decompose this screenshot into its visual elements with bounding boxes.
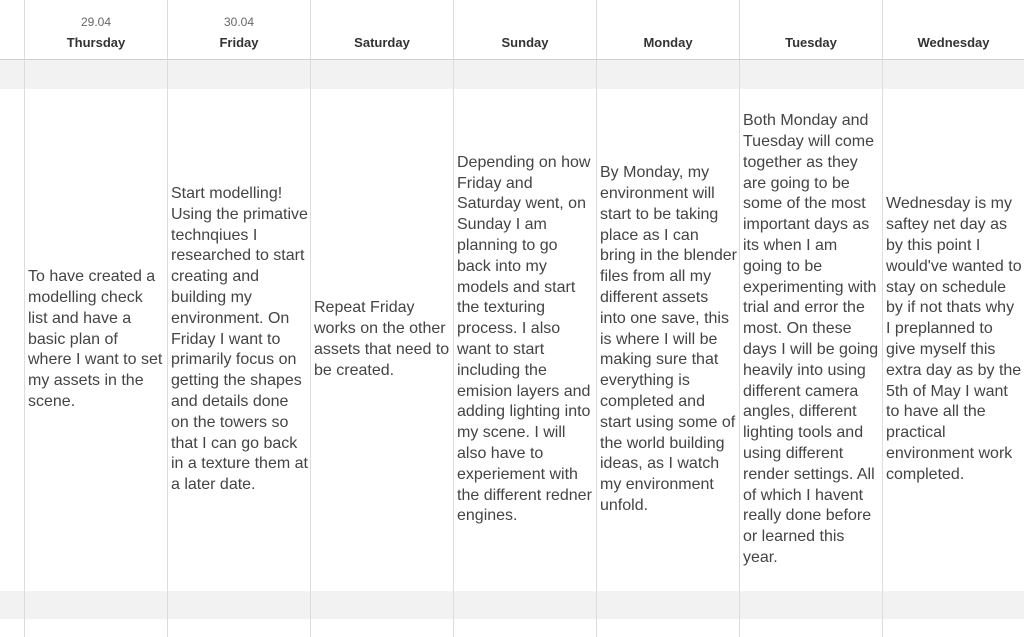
header-day: Friday [219,35,259,50]
header-date: 29.04 [80,15,112,29]
plan-cell-friday[interactable] [168,89,311,591]
bottom-slot[interactable] [597,591,740,619]
header-day: Monday [643,35,693,50]
allday-slot[interactable] [168,60,311,89]
column-header-tuesday [740,0,883,60]
plan-cell-thursday[interactable] [25,89,168,591]
header-day: Wednesday [917,35,990,50]
trailing-slot[interactable] [25,619,168,637]
plan-text: To have created a modelling check list and have a basic plan of where I want to set my assets in the scene. [28,268,163,410]
column-header-thursday [25,0,168,60]
header-date: 30.04 [223,15,255,29]
bottom-gutter [0,591,25,619]
column-header-sunday [454,0,597,60]
allday-slot[interactable] [454,60,597,89]
header-day: Saturday [354,35,410,50]
plan-cell-tuesday[interactable] [740,89,883,591]
allday-slot[interactable] [597,60,740,89]
row-header-gutter [0,0,25,60]
plan-text: Wednesday is my saftey net day as by this point I would've wanted to stay on schedule by if not thats why I preplanned to give myself this extra day as by the 5th of May I want to have all the practical environment work completed. [886,195,1022,483]
bottom-slot[interactable] [740,591,883,619]
allday-slot[interactable] [740,60,883,89]
trailing-slot[interactable] [168,619,311,637]
trailing-slot[interactable] [883,619,1024,637]
header-day: Thursday [66,35,126,50]
plan-text: Depending on how Friday and Saturday went, on Sunday I am planning to go back into my models and start the texturing process. I also want to start including the emision layers and adding lighting into my scene. I will also have to experiement with the different redner engines. [457,153,592,525]
column-header-saturday [311,0,454,60]
allday-slot[interactable] [883,60,1024,89]
header-day: Tuesday [785,35,837,50]
trailing-slot[interactable] [454,619,597,637]
bottom-slot[interactable] [25,591,168,619]
plan-cell-monday[interactable] [597,89,740,591]
plan-cell-saturday[interactable] [311,89,454,591]
trailing-gutter [0,619,25,637]
bottom-slot[interactable] [454,591,597,619]
content-gutter [0,89,25,591]
trailing-slot[interactable] [311,619,454,637]
plan-text: Start modelling! Using the primative technqiues I researched to start creating and building my environment. On Friday I want to primarily focus on getting the shapes and details done on the towers so that I can go back in a texture them at a later date. [171,185,308,494]
header-day: Sunday [501,35,549,50]
plan-cell-sunday[interactable] [454,89,597,591]
allday-gutter [0,60,25,89]
column-header-friday [168,0,311,60]
plan-text: Repeat Friday works on the other assets that need to be created. [314,299,450,379]
column-header-monday [597,0,740,60]
allday-slot[interactable] [311,60,454,89]
column-header-wednesday [883,0,1024,60]
bottom-slot[interactable] [168,591,311,619]
bottom-slot[interactable] [311,591,454,619]
plan-text: Both Monday and Tuesday will come together as they are going to be some of the most important days as its when I am going to be experimenting with trial and error the most. On these days I will be going heavily into using different camera angles, different lighting tools and using different render settings. All of which I havent really done before or learned this year. [743,112,879,566]
bottom-slot[interactable] [883,591,1024,619]
plan-cell-wednesday[interactable] [883,89,1024,591]
trailing-slot[interactable] [740,619,883,637]
trailing-slot[interactable] [597,619,740,637]
allday-slot[interactable] [25,60,168,89]
plan-text: By Monday, my environment will start to be taking place as I can bring in the blender files from all my different assets into one save, this is where I will be making sure that everything is completed and start using some of the world building ideas, as I watch my environment unfold. [600,164,737,514]
